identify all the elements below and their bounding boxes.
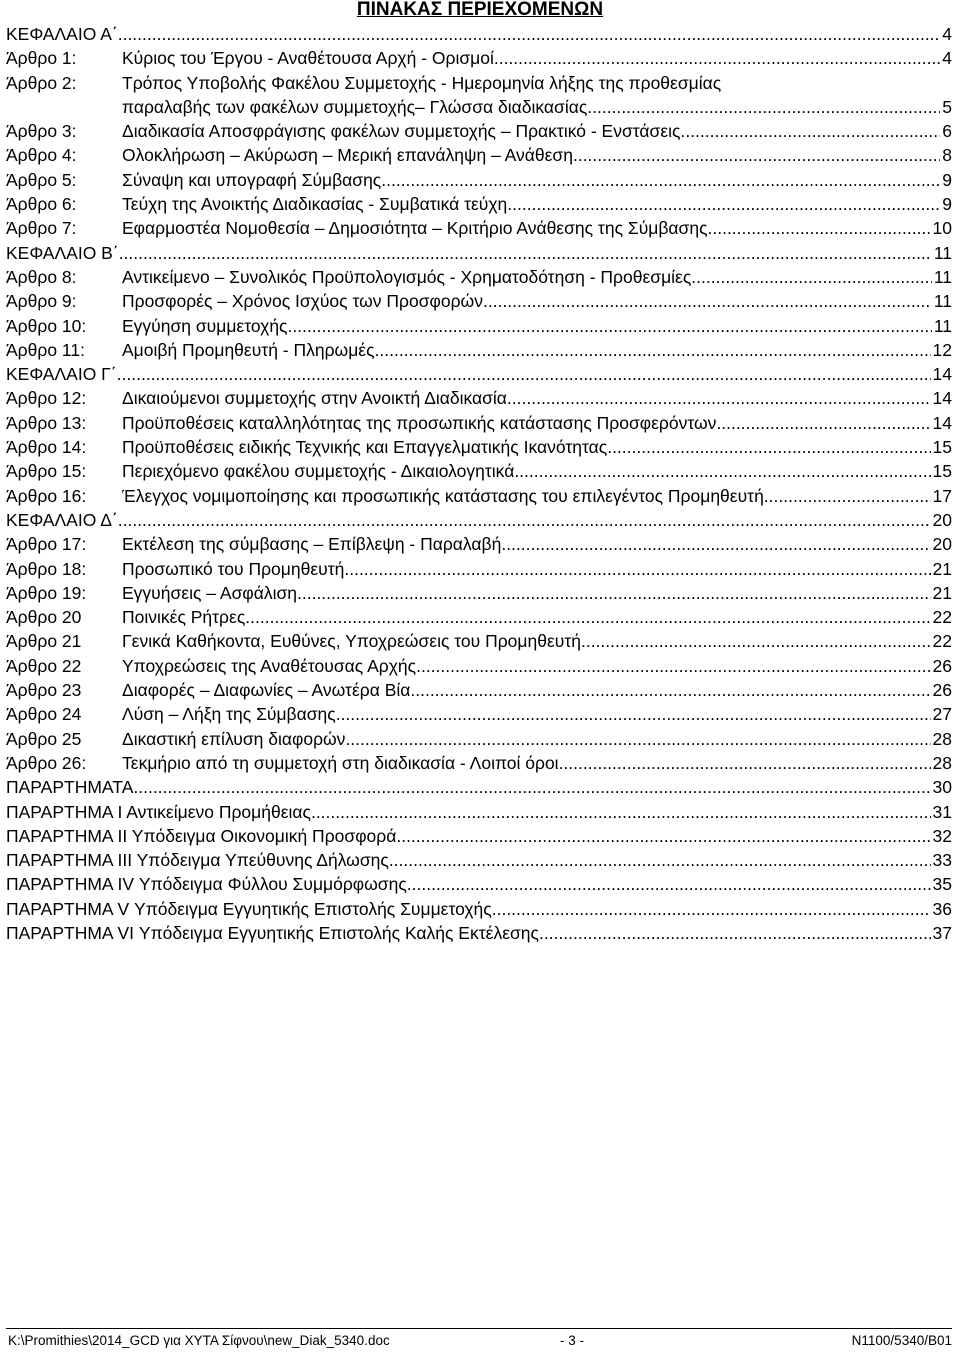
toc-entry-title: Εγγυήσεις – Ασφάλιση: [122, 581, 297, 605]
toc-entry[interactable]: [6, 751, 952, 775]
toc-entry[interactable]: [6, 459, 952, 483]
toc-entry-title: ΠΑΡΑΡΤΗΜΑ ΙΙΙ Υπόδειγμα Υπεύθυνης Δήλωσης: [6, 848, 389, 872]
toc-leader-dots: [297, 581, 931, 605]
toc-entry-label: Άρθρο 15:: [6, 461, 87, 482]
toc-entry-page: 22: [932, 607, 952, 628]
toc-leader-dots: [708, 216, 931, 240]
toc-entry-page: 35: [932, 874, 952, 895]
toc-entry-label: Άρθρο 1:: [6, 48, 77, 69]
footer-document-code: N1100/5340/B01: [851, 1333, 952, 1348]
toc-entry[interactable]: [6, 678, 952, 702]
toc-entry-title: Προϋποθέσεις καταλληλότητας της προσωπικής κατάστασης Προσφερόντων: [122, 411, 716, 435]
toc-entry-page: 14: [932, 388, 952, 409]
toc-entry-title: Σύναψη και υπογραφή Σύμβασης: [122, 168, 381, 192]
toc-entry-title: Διαδικασία Αποσφράγισης φακέλων συμμετοχής – Πρακτικό - Ενστάσεις: [122, 119, 680, 143]
toc-leader-dots: [288, 314, 932, 338]
toc-entry-label: Άρθρο 7:: [6, 218, 77, 239]
toc-entry[interactable]: [6, 289, 952, 313]
toc-entry-title: ΠΑΡΑΡΤΗΜΑ VI Υπόδειγμα Εγγυητικής Επιστολής Καλής Εκτέλεσης: [6, 921, 539, 945]
toc-entry-page: 21: [932, 558, 952, 579]
toc-entry-label: Άρθρο 10:: [6, 315, 87, 336]
toc-leader-dots: [501, 532, 930, 556]
toc-entry-label: Άρθρο 2:: [6, 72, 77, 93]
toc-entry-page: 17: [932, 485, 952, 506]
toc-entry-label: Άρθρο 4:: [6, 145, 77, 166]
toc-entry-title: ΚΕΦΑΛΑΙΟ Δ΄: [6, 508, 118, 532]
toc-entry-title: Προσφορές – Χρόνος Ισχύος των Προσφορών: [122, 289, 483, 313]
toc-entry-label: Άρθρο 5:: [6, 169, 77, 190]
footer-page-number: - 3 -: [560, 1333, 585, 1348]
toc-entry-title: Κύριος του Έργου - Αναθέτουσα Αρχή - Ορισμοί: [122, 46, 494, 70]
toc-leader-dots: [119, 241, 932, 265]
toc-entry-title: Τεύχη της Ανοικτής Διαδικασίας - Συμβατικά τεύχη: [122, 192, 507, 216]
toc-entry-page: 27: [932, 704, 952, 725]
toc-entry-page: 15: [932, 437, 952, 458]
toc-leader-dots: [118, 508, 931, 532]
toc-entry-page: 30: [932, 777, 952, 798]
toc-leader-dots: [680, 119, 940, 143]
toc-entry-page: 26: [932, 655, 952, 676]
toc-entry-label: Άρθρο 13:: [6, 412, 87, 433]
table-of-contents: [6, 22, 952, 945]
toc-entry[interactable]: [6, 921, 952, 945]
toc-entry-page: 11: [933, 315, 952, 336]
toc-entry-title: Τεκμήριο από τη συμμετοχή στη διαδικασία - Λοιποί όροι: [122, 751, 559, 775]
toc-entry-page: 20: [932, 534, 952, 555]
toc-entry-page: 6: [942, 121, 952, 142]
toc-entry[interactable]: [6, 241, 952, 265]
toc-entry-label: Άρθρο 24: [6, 704, 82, 725]
toc-leader-dots: [311, 800, 931, 824]
toc-entry-label: Άρθρο 19:: [6, 582, 87, 603]
toc-entry-label: Άρθρο 23: [6, 680, 82, 701]
toc-leader-dots: [573, 143, 940, 167]
toc-entry[interactable]: [6, 872, 952, 896]
toc-leader-dots: [769, 484, 931, 508]
toc-entry-title: Λύση – Λήξη της Σύμβασης: [122, 702, 336, 726]
toc-entry[interactable]: [6, 824, 952, 848]
toc-entry[interactable]: [6, 22, 952, 46]
toc-leader-dots: [133, 775, 930, 799]
toc-entry[interactable]: [6, 654, 952, 678]
toc-entry-page: 22: [932, 631, 952, 652]
toc-leader-dots: [410, 678, 930, 702]
toc-entry[interactable]: [6, 897, 952, 921]
toc-entry-title: ΚΕΦΑΛΑΙΟ Β΄: [6, 241, 119, 265]
toc-entry-page: 9: [942, 169, 952, 190]
toc-entry-title: Εφαρμοστέα Νομοθεσία – Δημοσιότητα – Κριτήριο Ανάθεσης της Σύμβασης: [122, 216, 708, 240]
toc-entry-page: 4: [942, 24, 952, 44]
toc-entry-page: 14: [932, 364, 952, 385]
footer-file-path: K:\Promithies\2014_GCD για ΧΥΤΑ Σίφνου\new_Diak_5340.doc: [8, 1333, 390, 1348]
toc-leader-dots: [607, 435, 930, 459]
toc-entry-page: 28: [932, 752, 952, 773]
toc-entry-page: 37: [932, 922, 952, 943]
toc-entry-title: Περιεχόμενο φακέλου συμμετοχής - Δικαιολογητικά: [122, 459, 514, 483]
toc-entry-title: ΚΕΦΑΛΑΙΟ Α΄: [6, 22, 118, 46]
toc-entry-page: 20: [932, 509, 952, 530]
toc-entry-label: Άρθρο 20: [6, 607, 82, 628]
toc-entry[interactable]: [6, 702, 952, 726]
toc-leader-dots: [507, 192, 940, 216]
toc-entry-page: 15: [932, 461, 952, 482]
toc-entry[interactable]: [6, 435, 952, 459]
toc-entry-label: Άρθρο 8:: [6, 266, 77, 287]
toc-leader-dots: [691, 265, 932, 289]
toc-entry-page: 33: [932, 850, 952, 871]
toc-leader-dots: [381, 168, 940, 192]
toc-leader-dots: [507, 386, 931, 410]
toc-entry-title: Τρόπος Υποβολής Φακέλου Συμμετοχής - Ημερομηνία λήξης της προθεσμίας: [122, 71, 721, 95]
toc-entry-page: 26: [932, 680, 952, 701]
toc-entry-title: ΠΑΡΑΡΤΗΜΑ ΙV Υπόδειγμα Φύλλου Συμμόρφωσης: [6, 872, 407, 896]
toc-entry-title: ΠΑΡΑΡΤΗΜΑΤΑ: [6, 775, 133, 799]
toc-leader-dots: [407, 872, 931, 896]
toc-entry-page: 21: [932, 582, 952, 603]
toc-entry-label: Άρθρο 12:: [6, 388, 87, 409]
toc-entry-label: Άρθρο 14:: [6, 437, 87, 458]
toc-entry-page: 32: [932, 825, 952, 846]
toc-entry[interactable]: [6, 532, 952, 556]
toc-leader-dots: [245, 605, 930, 629]
toc-entry-title: ΠΑΡΑΡΤΗΜΑ Ι Αντικείμενο Προμήθειας: [6, 800, 311, 824]
toc-entry-page: 11: [933, 242, 952, 263]
toc-entry-title: Έλεγχος νομιμοποίησης και προσωπικής κατάστασης του επιλεγέντος Προμηθευτή.: [122, 484, 769, 508]
toc-entry-page: 4: [942, 48, 952, 69]
toc-entry-title: Προϋποθέσεις ειδικής Τεχνικής και Επαγγελματικής Ικανότητας: [122, 435, 607, 459]
toc-entry-title: Δικαστική επίλυση διαφορών: [122, 727, 345, 751]
toc-entry[interactable]: [6, 265, 952, 289]
toc-entry[interactable]: [6, 605, 952, 629]
toc-entry-title: ΠΑΡΑΡΤΗΜΑ ΙΙ Υπόδειγμα Οικονομική Προσφορά: [6, 824, 396, 848]
toc-entry-page: 11: [933, 291, 952, 312]
toc-entry-title: Αντικείμενο – Συνολικός Προϋπολογισμός - Χρηματοδότηση - Προθεσμίες: [122, 265, 691, 289]
toc-leader-dots: [559, 751, 931, 775]
toc-leader-dots: [336, 702, 931, 726]
toc-entry[interactable]: [6, 581, 952, 605]
toc-leader-dots: [396, 824, 930, 848]
toc-entry-label: Άρθρο 18:: [6, 558, 87, 579]
toc-entry-title: Υποχρεώσεις της Αναθέτουσας Αρχής: [122, 654, 416, 678]
toc-entry[interactable]: [6, 46, 952, 70]
toc-entry-title: Εκτέλεση της σύμβασης – Επίβλεψη - Παραλαβή: [122, 532, 501, 556]
toc-entry[interactable]: [6, 338, 952, 362]
toc-entry-label: Άρθρο 21: [6, 631, 82, 652]
toc-leader-dots: [344, 557, 930, 581]
toc-entry-page: 14: [932, 412, 952, 433]
toc-entry[interactable]: [6, 775, 952, 799]
toc-entry-label: Άρθρο 22: [6, 655, 82, 676]
toc-entry[interactable]: [6, 484, 952, 508]
toc-leader-dots: [389, 848, 931, 872]
toc-leader-dots: [716, 411, 930, 435]
toc-entry-page: 31: [932, 801, 952, 822]
toc-entry[interactable]: [6, 71, 952, 95]
toc-leader-dots: [494, 46, 940, 70]
toc-entry-label: Άρθρο 16:: [6, 485, 87, 506]
toc-entry-page: 28: [932, 728, 952, 749]
toc-leader-dots: [416, 654, 930, 678]
toc-entry-page: 11: [933, 266, 952, 287]
toc-entry-label: Άρθρο 6:: [6, 194, 77, 215]
toc-entry[interactable]: [6, 216, 952, 240]
toc-entry-label: Άρθρο 9:: [6, 291, 77, 312]
toc-leader-dots: [345, 727, 930, 751]
toc-entry-label: Άρθρο 26:: [6, 752, 87, 773]
toc-leader-dots: [581, 629, 931, 653]
toc-leader-dots: [483, 289, 932, 313]
toc-entry-title: Εγγύηση συμμετοχής: [122, 314, 288, 338]
toc-entry-title: παραλαβής των φακέλων συμμετοχής– Γλώσσα διαδικασίας: [122, 95, 587, 119]
toc-entry-label: Άρθρο 11:: [6, 339, 85, 360]
toc-leader-dots: [587, 95, 940, 119]
toc-entry-title: Ποινικές Ρήτρες: [122, 605, 245, 629]
toc-entry-title: Προσωπικό του Προμηθευτή: [122, 557, 344, 581]
toc-entry[interactable]: [6, 95, 952, 119]
toc-entry-page: 36: [932, 898, 952, 919]
toc-leader-dots: [492, 897, 931, 921]
toc-entry-title: ΚΕΦΑΛΑΙΟ Γ΄: [6, 362, 117, 386]
toc-entry-label: Άρθρο 17:: [6, 534, 87, 555]
toc-leader-dots: [118, 22, 941, 46]
toc-entry-page: 12: [932, 339, 952, 360]
toc-entry[interactable]: [6, 386, 952, 410]
page-title: ΠΙΝΑΚΑΣ ΠΕΡΙΕΧΟΜΕΝΩΝ: [356, 0, 604, 20]
toc-entry[interactable]: [6, 119, 952, 143]
toc-entry[interactable]: [6, 168, 952, 192]
toc-entry[interactable]: [6, 848, 952, 872]
toc-entry[interactable]: [6, 192, 952, 216]
toc-leader-dots: [514, 459, 930, 483]
toc-entry-title: Δικαιούμενοι συμμετοχής στην Ανοικτή Διαδικασία: [122, 386, 507, 410]
toc-entry-title: Γενικά Καθήκοντα, Ευθύνες, Υποχρεώσεις του Προμηθευτή: [122, 629, 581, 653]
toc-entry[interactable]: [6, 800, 952, 824]
page-footer: [6, 1328, 952, 1348]
toc-entry[interactable]: [6, 143, 952, 167]
toc-entry-title: Αμοιβή Προμηθευτή - Πληρωμές: [122, 338, 375, 362]
toc-leader-dots: [539, 921, 931, 945]
toc-entry[interactable]: [6, 508, 952, 532]
toc-entry-title: Διαφορές – Διαφωνίες – Ανωτέρα Βία: [122, 678, 410, 702]
toc-entry[interactable]: [6, 362, 952, 386]
toc-entry-page: 8: [942, 145, 952, 166]
toc-entry[interactable]: [6, 727, 952, 751]
toc-entry[interactable]: [6, 314, 952, 338]
toc-entry[interactable]: [6, 629, 952, 653]
toc-entry-page: 5: [942, 96, 952, 117]
toc-entry-title: ΠΑΡΑΡΤΗΜΑ V Υπόδειγμα Εγγυητικής Επιστολής Συμμετοχής: [6, 897, 492, 921]
toc-leader-dots: [375, 338, 931, 362]
toc-leader-dots: [117, 362, 931, 386]
toc-entry[interactable]: [6, 411, 952, 435]
toc-entry-title: Ολοκλήρωση – Ακύρωση – Μερική επανάληψη – Ανάθεση: [122, 143, 573, 167]
toc-entry-label: Άρθρο 25: [6, 728, 82, 749]
toc-entry[interactable]: [6, 557, 952, 581]
toc-entry-page: 9: [942, 194, 952, 215]
toc-entry-page: 10: [932, 218, 952, 239]
toc-entry-label: Άρθρο 3:: [6, 121, 77, 142]
